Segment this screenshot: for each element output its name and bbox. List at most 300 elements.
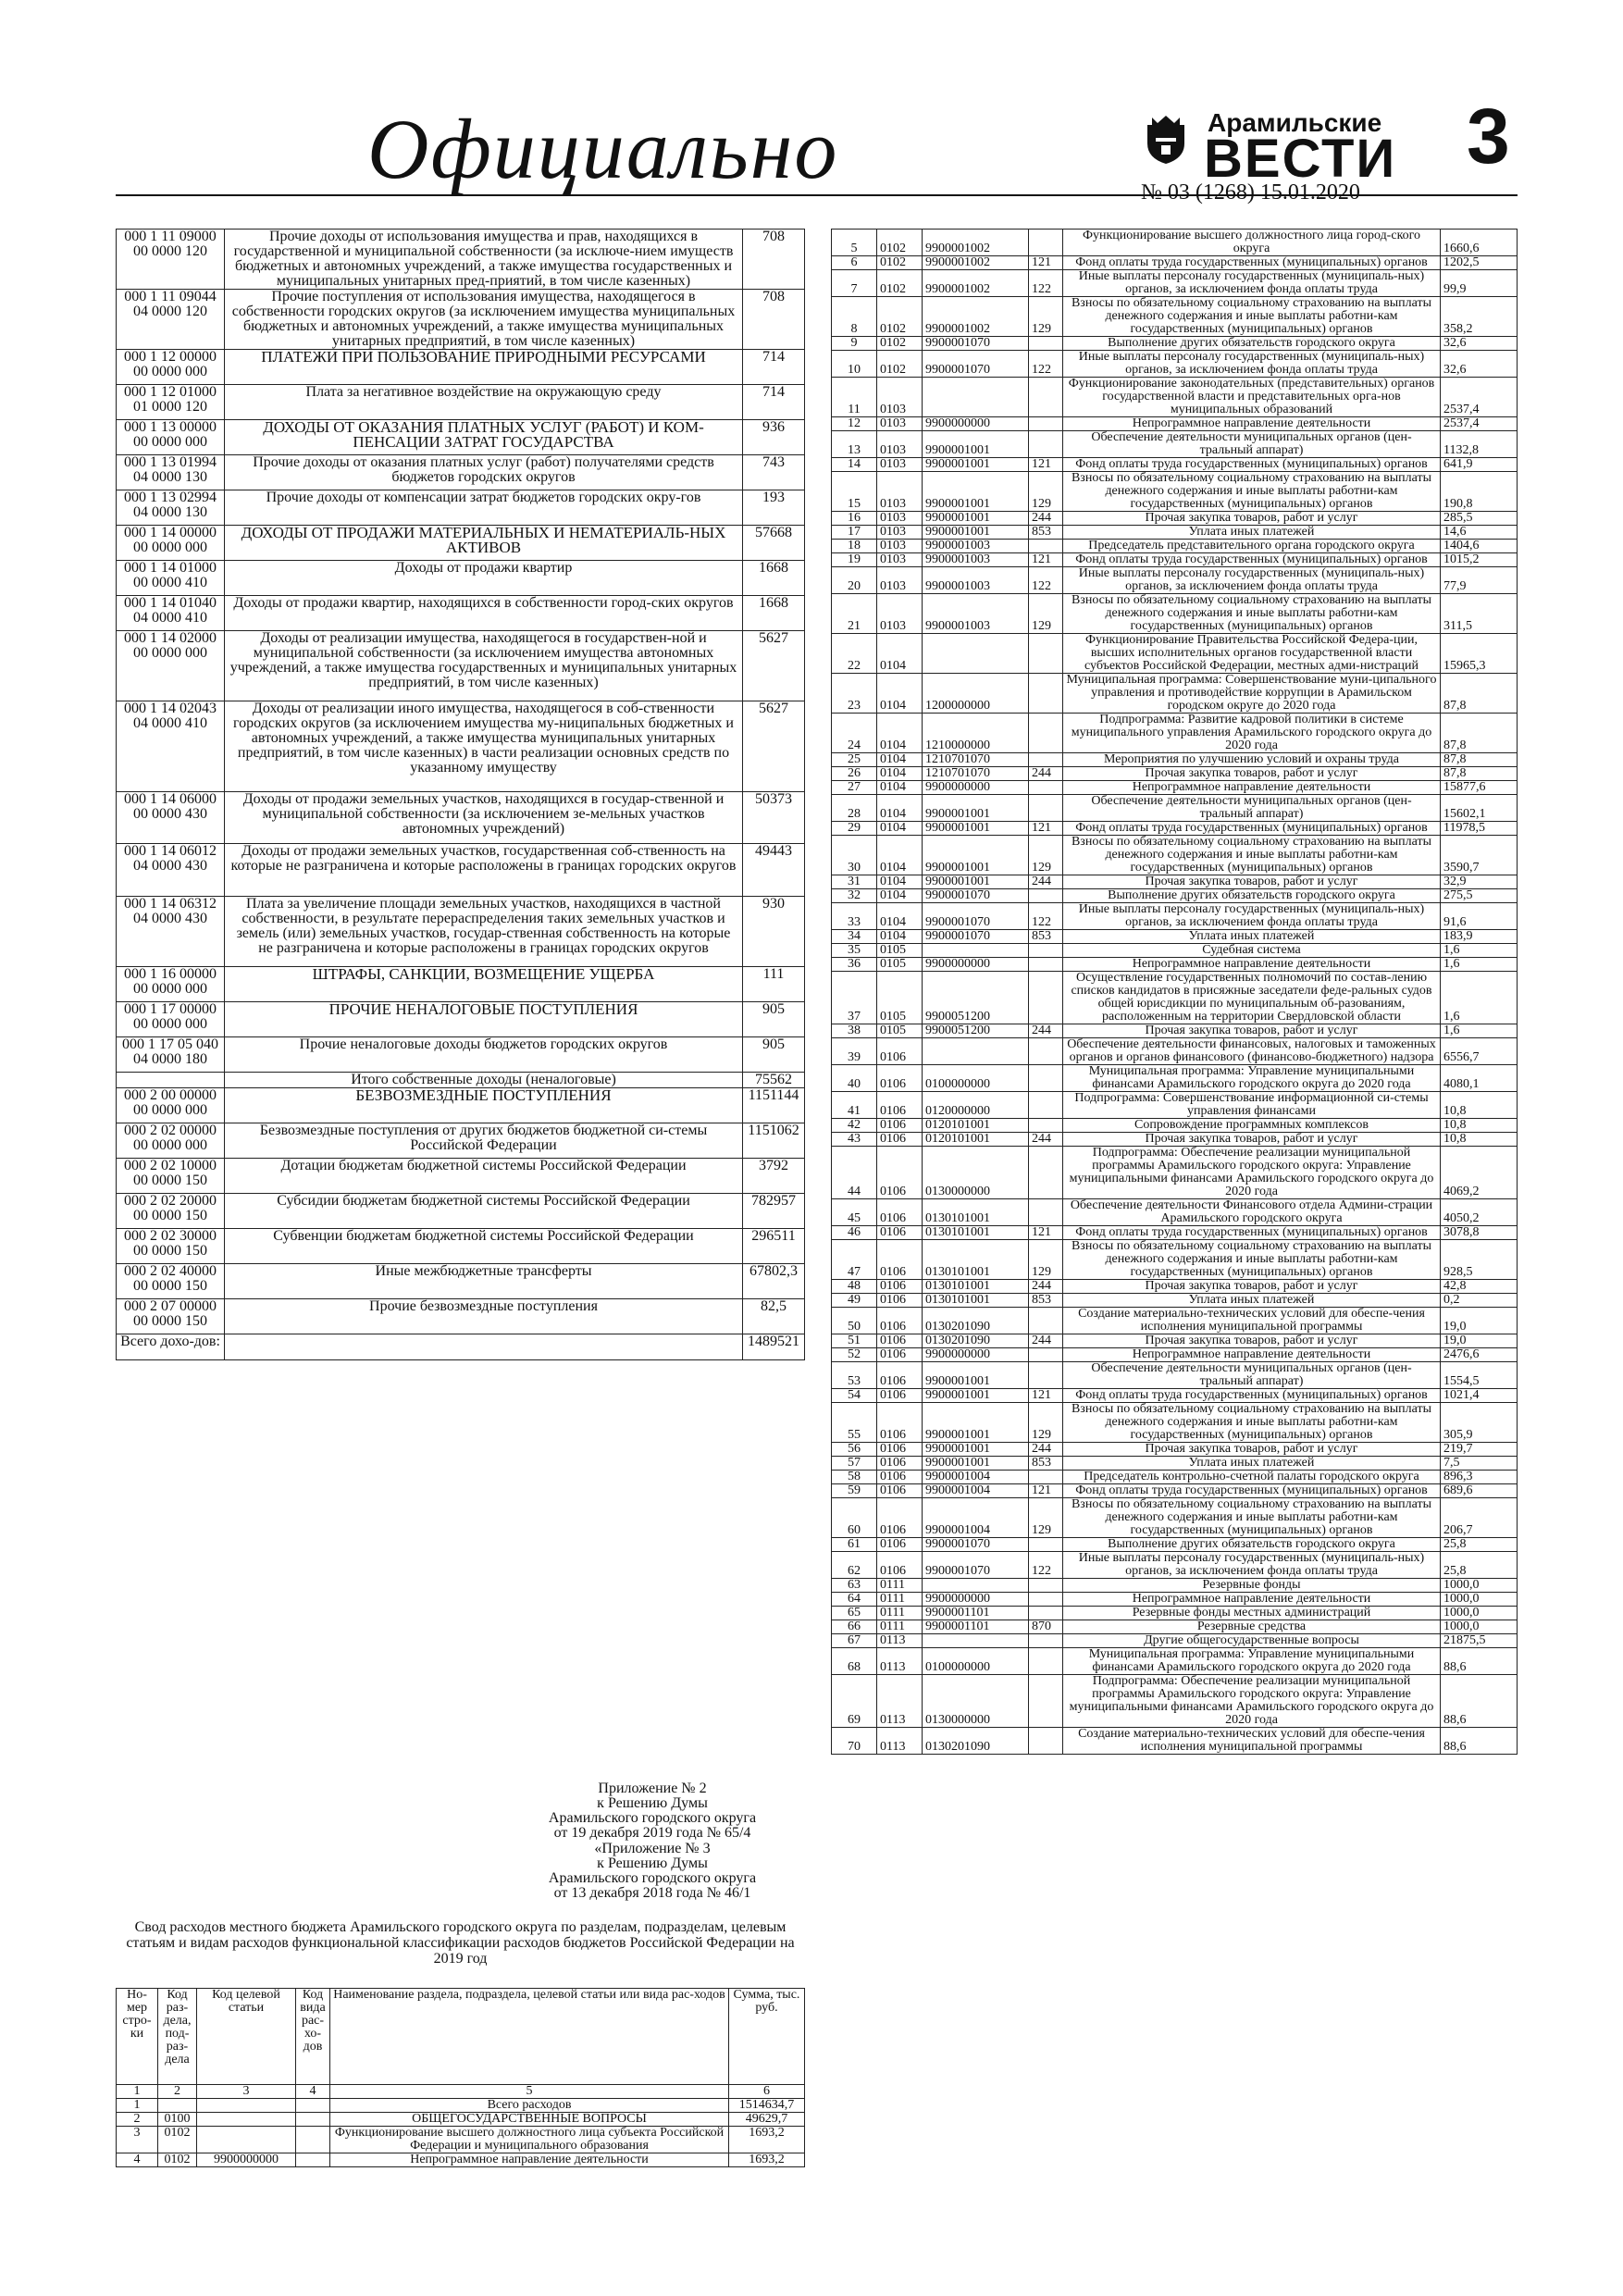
expense-row: [832, 1675, 1518, 1728]
revenue-name: Прочие поступления от использования имущества, находящегося в собственности городских округов (за исключением имущества муниципальных бюджетных и автономных учреждений, а также имущества муниципальных унитарных предприятий, в том числе казенных): [225, 290, 743, 350]
expense-name: Всего расходов: [330, 2099, 729, 2113]
revenue-row: [117, 1159, 805, 1194]
expense-sum: 1,6: [1441, 944, 1518, 958]
expense-name: Судебная система: [1063, 944, 1441, 958]
expense-sum: 3590,7: [1441, 836, 1518, 875]
expense-sum: 1554,5: [1441, 1362, 1518, 1389]
expense-row: [832, 1348, 1518, 1362]
expense-name: Взносы по обязательному социальному страхованию на выплаты денежного содержания и иные выплаты работни-кам государственных (муниципальных) органов: [1063, 472, 1441, 512]
section-code: 0106: [877, 1471, 923, 1484]
section-code: 0104: [877, 836, 923, 875]
target-code: 9900001003: [923, 553, 1029, 567]
expense-name: Обеспечение деятельности муниципальных органов (цен-тральный аппарат): [1063, 1362, 1441, 1389]
page-number: 3: [1467, 93, 1510, 180]
section-code: 0104: [877, 767, 923, 781]
section-code: 0102: [877, 337, 923, 351]
revenue-row: [117, 1229, 805, 1264]
revenue-name: Доходы от реализации иного имущества, находящегося в соб-ственности городских округов (за исключением имущества му-ниципальных бюджетных и автономных учреждений, а также имущества муниципальных унитарных предприятий, в том числе казенных) в части реализации основных средств по указанному имуществу: [225, 701, 743, 792]
expense-type-code: 122: [1029, 270, 1063, 297]
expense-row: [832, 1484, 1518, 1498]
expense-row: [832, 1226, 1518, 1240]
expense-type-code: 122: [1029, 903, 1063, 930]
expense-type-code: [1029, 378, 1063, 417]
target-code: 0130000000: [923, 1675, 1029, 1728]
section-code: 0106: [877, 1038, 923, 1065]
expense-sum: 928,5: [1441, 1240, 1518, 1280]
revenue-sum: 50373: [743, 792, 805, 844]
expense-name: Муниципальная программа: Совершенствование муни-ципального управления и противодействие коррупции в Арамильском городском округе до 2020 года: [1063, 674, 1441, 714]
row-number: 54: [832, 1389, 877, 1403]
expense-name: Функционирование Правительства Российской Федера-ции, высших исполнительных органов государственной власти субъектов Российской Федерации, местных адми-нистраций: [1063, 634, 1441, 674]
revenue-code: 000 1 13 02994 04 0000 130: [117, 490, 225, 526]
row-number: 20: [832, 567, 877, 594]
expenses-header-row: [117, 1989, 805, 2085]
revenue-row: [117, 455, 805, 490]
expense-sum: 689,6: [1441, 1484, 1518, 1498]
target-code: 9900001001: [923, 795, 1029, 822]
col-header-name: Наименование раздела, подраздела, целевой статьи или вида рас-ходов: [330, 1989, 729, 2085]
row-number: 26: [832, 767, 877, 781]
expense-name: Непрограммное направление деятельности: [1063, 781, 1441, 795]
section-code: 0105: [877, 972, 923, 1024]
expense-name: ОБЩЕГОСУДАРСТВЕННЫЕ ВОПРОСЫ: [330, 2113, 729, 2127]
expense-row: [832, 1648, 1518, 1675]
expense-row: [832, 1147, 1518, 1199]
expense-sum: 88,6: [1441, 1675, 1518, 1728]
section-code: 0106: [877, 1147, 923, 1199]
col-header-target: Код целевой статьи: [197, 1989, 296, 2085]
section-code: 0102: [877, 351, 923, 378]
target-code: 9900001001: [923, 1362, 1029, 1389]
expense-row: [832, 674, 1518, 714]
revenue-code: 000 2 02 00000 00 0000 000: [117, 1123, 225, 1159]
expense-type-code: [296, 2153, 330, 2167]
expense-sum: 1404,6: [1441, 540, 1518, 553]
expense-row: [832, 1240, 1518, 1280]
row-number: 44: [832, 1147, 877, 1199]
expenses-caption: Свод расходов местного бюджета Арамильского городского округа по разделам, подразделам, целевым статьям и видам расходов функциональной классификации расходов бюджетов Российской Федерации на 2019 год: [126, 1919, 795, 1967]
revenue-row: [117, 897, 805, 967]
section-code: 0102: [158, 2153, 197, 2167]
expense-sum: 3078,8: [1441, 1226, 1518, 1240]
target-code: 9900001001: [923, 875, 1029, 889]
expense-row: [832, 1538, 1518, 1552]
revenue-sum: 936: [743, 420, 805, 455]
row-number: 1: [117, 2099, 158, 2113]
brand-subtitle: Арамильские: [1208, 108, 1382, 137]
expense-name: Непрограммное направление деятельности: [1063, 417, 1441, 431]
expense-row: [832, 781, 1518, 795]
expense-sum: 358,2: [1441, 297, 1518, 337]
section-code: 0106: [877, 1133, 923, 1147]
col-header-row-number: Но-мер стро-ки: [117, 1989, 158, 2085]
row-number: 59: [832, 1484, 877, 1498]
expense-type-code: 129: [1029, 1403, 1063, 1443]
section-code: 0103: [877, 512, 923, 526]
expense-sum: 49629,7: [729, 2113, 805, 2127]
revenue-row: [117, 385, 805, 420]
expense-name: Обеспечение деятельности муниципальных органов (цен-тральный аппарат): [1063, 431, 1441, 458]
row-number: 40: [832, 1065, 877, 1092]
section-code: 0113: [877, 1648, 923, 1675]
target-code: 0130101001: [923, 1294, 1029, 1308]
section-code: 0104: [877, 714, 923, 753]
expense-name: Фонд оплаты труда государственных (муниципальных) органов: [1063, 1226, 1441, 1240]
expense-row: [832, 1620, 1518, 1634]
target-code: 9900001070: [923, 889, 1029, 903]
expense-sum: 305,9: [1441, 1403, 1518, 1443]
revenue-name: ПЛАТЕЖИ ПРИ ПОЛЬЗОВАНИЕ ПРИРОДНЫМИ РЕСУРСАМИ: [225, 350, 743, 385]
expense-type-code: [1029, 1119, 1063, 1133]
expense-type-code: 244: [1029, 1133, 1063, 1147]
expense-sum: 2537,4: [1441, 417, 1518, 431]
revenue-code: 000 1 13 01994 04 0000 130: [117, 455, 225, 490]
row-number: 36: [832, 958, 877, 972]
revenue-sum: 49443: [743, 844, 805, 897]
expense-sum: 6556,7: [1441, 1038, 1518, 1065]
row-number: 42: [832, 1119, 877, 1133]
expense-type-code: 121: [1029, 1484, 1063, 1498]
expense-row: [832, 714, 1518, 753]
section-code: 0111: [877, 1593, 923, 1607]
expense-sum: 10,8: [1441, 1092, 1518, 1119]
expense-type-code: 244: [1029, 875, 1063, 889]
revenue-sum: 193: [743, 490, 805, 526]
expense-type-code: [1029, 1038, 1063, 1065]
target-code: 9900000000: [923, 958, 1029, 972]
expense-row: [832, 378, 1518, 417]
revenue-code: 000 1 14 06000 00 0000 430: [117, 792, 225, 844]
row-number: 28: [832, 795, 877, 822]
revenue-code: 000 1 12 00000 00 0000 000: [117, 350, 225, 385]
target-code: 9900000000: [923, 781, 1029, 795]
expense-sum: 1,6: [1441, 972, 1518, 1024]
revenue-code: 000 2 02 10000 00 0000 150: [117, 1159, 225, 1194]
row-number: 45: [832, 1199, 877, 1226]
expense-row: [832, 1457, 1518, 1471]
expense-sum: 14,6: [1441, 526, 1518, 540]
col-number: 3: [197, 2085, 296, 2099]
revenue-code: 000 1 12 01000 01 0000 120: [117, 385, 225, 420]
expense-type-code: [1029, 958, 1063, 972]
expense-row: [832, 567, 1518, 594]
expense-row: [832, 1498, 1518, 1538]
expense-sum: 32,9: [1441, 875, 1518, 889]
row-number: 55: [832, 1403, 877, 1443]
section-code: 0103: [877, 594, 923, 634]
expense-sum: 32,6: [1441, 337, 1518, 351]
target-code: 9900001004: [923, 1484, 1029, 1498]
target-code: 0120101001: [923, 1133, 1029, 1147]
expense-type-code: [1029, 753, 1063, 767]
row-number: 16: [832, 512, 877, 526]
appendix-line: от 19 декабря 2019 года № 65/4: [553, 1825, 751, 1841]
section-code: 0103: [877, 472, 923, 512]
revenue-name: Доходы от продажи земельных участков, государственная соб-ственность на которые не разграничена и которые расположены в границах городских округов: [225, 844, 743, 897]
section-code: 0103: [877, 567, 923, 594]
row-number: 8: [832, 297, 877, 337]
row-number: 46: [832, 1226, 877, 1240]
expense-sum: 4050,2: [1441, 1199, 1518, 1226]
target-code: 1210701070: [923, 767, 1029, 781]
expense-row: [832, 472, 1518, 512]
expense-name: Функционирование высшего должностного лица город-ского округа: [1063, 230, 1441, 256]
row-number: 25: [832, 753, 877, 767]
expense-row: [832, 553, 1518, 567]
revenue-code: 000 1 14 02043 04 0000 410: [117, 701, 225, 792]
expense-type-code: 121: [1029, 822, 1063, 836]
expense-name: Функционирование законодательных (представительных) органов государственной власти и представительных орга-нов муниципальных образований: [1063, 378, 1441, 417]
row-number: 5: [832, 230, 877, 256]
target-code: 0130201090: [923, 1334, 1029, 1348]
appendix-line: от 13 декабря 2018 года № 46/1: [553, 1885, 751, 1901]
section-code: 0111: [877, 1607, 923, 1620]
revenue-name: Безвозмездные поступления от других бюджетов бюджетной си-стемы Российской Федерации: [225, 1123, 743, 1159]
section-code: 0106: [877, 1348, 923, 1362]
brand-title: ВЕСТИ: [1204, 129, 1397, 189]
revenue-name: Субсидии бюджетам бюджетной системы Российской Федерации: [225, 1194, 743, 1229]
expense-row: [832, 972, 1518, 1024]
appendix-line: к Решению Думы: [597, 1795, 708, 1811]
expense-sum: 183,9: [1441, 930, 1518, 944]
expense-sum: 32,6: [1441, 351, 1518, 378]
expense-sum: 285,5: [1441, 512, 1518, 526]
revenue-sum: 57668: [743, 526, 805, 561]
expense-name: Взносы по обязательному социальному страхованию на выплаты денежного содержания и иные выплаты работни-кам государственных (муниципальных) органов: [1063, 1240, 1441, 1280]
appendix-line: к Решению Думы: [597, 1855, 708, 1871]
expense-name: Создание материально-технических условий для обеспе-чения исполнения муниципальной программы: [1063, 1308, 1441, 1334]
expense-sum: 219,7: [1441, 1443, 1518, 1457]
expense-row: [832, 634, 1518, 674]
target-code: 9900001070: [923, 1538, 1029, 1552]
expense-name: Уплата иных платежей: [1063, 1457, 1441, 1471]
expense-row: [832, 889, 1518, 903]
section-code: 0103: [877, 553, 923, 567]
target-code: 9900001070: [923, 351, 1029, 378]
target-code: 0100000000: [923, 1648, 1029, 1675]
revenue-row: [117, 1002, 805, 1037]
expense-sum: 206,7: [1441, 1498, 1518, 1538]
expense-type-code: [1029, 337, 1063, 351]
revenue-name: ПРОЧИЕ НЕНАЛОГОВЫЕ ПОСТУПЛЕНИЯ: [225, 1002, 743, 1037]
target-code: 9900000000: [923, 417, 1029, 431]
revenue-name: БЕЗВОЗМЕЗДНЫЕ ПОСТУПЛЕНИЯ: [225, 1088, 743, 1123]
revenue-row: [117, 1088, 805, 1123]
revenue-table: [116, 229, 805, 1360]
expense-type-code: [1029, 781, 1063, 795]
target-code: 0130201090: [923, 1728, 1029, 1755]
appendix-line: Арамильского городского округа: [548, 1870, 757, 1886]
expense-name: Иные выплаты персоналу государственных (муниципаль-ных) органов, за исключением фонда оплаты труда: [1063, 270, 1441, 297]
expense-name: Выполнение других обязательств городского округа: [1063, 1538, 1441, 1552]
expense-row: [832, 753, 1518, 767]
expense-type-code: [1029, 1648, 1063, 1675]
revenue-row: [117, 526, 805, 561]
row-number: 66: [832, 1620, 877, 1634]
row-number: 15: [832, 472, 877, 512]
row-number: 63: [832, 1579, 877, 1593]
target-code: 9900001001: [923, 472, 1029, 512]
expense-name: Взносы по обязательному социальному страхованию на выплаты денежного содержания и иные выплаты работни-кам государственных (муниципальных) органов: [1063, 1403, 1441, 1443]
expense-row: [832, 1389, 1518, 1403]
appendix-line: «Приложение № 3: [594, 1841, 711, 1856]
expense-row: [832, 1334, 1518, 1348]
target-code: 9900001001: [923, 822, 1029, 836]
expense-type-code: [1029, 1538, 1063, 1552]
row-number: 11: [832, 378, 877, 417]
expense-name: Обеспечение деятельности финансовых, налоговых и таможенных органов и органов финансового (финансово-бюджетного) надзора: [1063, 1038, 1441, 1065]
expense-type-code: 129: [1029, 1240, 1063, 1280]
expense-row: [832, 958, 1518, 972]
target-code: 9900001003: [923, 567, 1029, 594]
revenue-sum: 5627: [743, 631, 805, 701]
target-code: [197, 2099, 296, 2113]
expense-row: [832, 337, 1518, 351]
row-number: 43: [832, 1133, 877, 1147]
expense-row: [832, 1579, 1518, 1593]
expense-name: Обеспечение деятельности Финансового отдела Админи-страции Арамильского городского округа: [1063, 1199, 1441, 1226]
expense-row: [832, 1443, 1518, 1457]
expense-name: Председатель контрольно-счетной палаты городского округа: [1063, 1471, 1441, 1484]
appendix-line: Арамильского городского округа: [548, 1810, 757, 1826]
expense-name: Фонд оплаты труда государственных (муниципальных) органов: [1063, 458, 1441, 472]
expense-row: [832, 230, 1518, 256]
expense-row: [117, 2153, 805, 2167]
expense-sum: 1,6: [1441, 958, 1518, 972]
revenue-code: 000 2 02 30000 00 0000 150: [117, 1229, 225, 1264]
revenue-name: [225, 1334, 743, 1360]
target-code: 1210701070: [923, 753, 1029, 767]
expense-name: Другие общегосударственные вопросы: [1063, 1634, 1441, 1648]
expense-type-code: [1029, 417, 1063, 431]
revenue-sum: 905: [743, 1002, 805, 1037]
expense-type-code: 121: [1029, 1226, 1063, 1240]
section-code: 0106: [877, 1240, 923, 1280]
expense-sum: 87,8: [1441, 767, 1518, 781]
expense-sum: 1,6: [1441, 1024, 1518, 1038]
expense-name: Подпрограмма: Обеспечение реализации муниципальной программы Арамильского городского округа: Управление муниципальными финансами Арамильского городского округа до 2020 года: [1063, 1147, 1441, 1199]
expense-name: Создание материально-технических условий для обеспе-чения исполнения муниципальной программы: [1063, 1728, 1441, 1755]
revenue-name: ШТРАФЫ, САНКЦИИ, ВОЗМЕЩЕНИЕ УЩЕРБА: [225, 967, 743, 1002]
expense-sum: 4069,2: [1441, 1147, 1518, 1199]
expense-row: [832, 1593, 1518, 1607]
col-number: 5: [330, 2085, 729, 2099]
row-number: 22: [832, 634, 877, 674]
expense-type-code: 244: [1029, 512, 1063, 526]
expense-sum: 88,6: [1441, 1728, 1518, 1755]
revenue-code: 000 1 11 09000 00 0000 120: [117, 230, 225, 290]
expense-type-code: [1029, 1065, 1063, 1092]
revenue-name: Плата за негативное воздействие на окружающую среду: [225, 385, 743, 420]
revenue-name: Плата за увеличение площади земельных участков, находящихся в частной собственности, в результате перераспределения таких земельных участков и земель (или) земельных участков, государ-ственная собственность на которые не разграничена и которые расположены в границах городских округов: [225, 897, 743, 967]
section-code: 0104: [877, 753, 923, 767]
expense-row: [832, 1362, 1518, 1389]
row-number: 27: [832, 781, 877, 795]
expense-name: Подпрограмма: Обеспечение реализации муниципальной программы Арамильского городского округа: Управление муниципальными финансами Арамильского городского округа до 2020 года: [1063, 1675, 1441, 1728]
section-code: 0102: [877, 270, 923, 297]
target-code: 9900001101: [923, 1620, 1029, 1634]
expense-row: [832, 1308, 1518, 1334]
row-number: 32: [832, 889, 877, 903]
expense-name: Непрограммное направление деятельности: [1063, 1348, 1441, 1362]
expense-name: Муниципальная программа: Управление муниципальными финансами Арамильского городского округа до 2020 года: [1063, 1648, 1441, 1675]
expense-type-code: [1029, 1348, 1063, 1362]
revenue-row: [117, 1334, 805, 1360]
expense-row: [832, 1728, 1518, 1755]
target-code: 9900000000: [923, 1348, 1029, 1362]
expense-type-code: [1029, 1147, 1063, 1199]
target-code: [923, 1634, 1029, 1648]
section-code: 0100: [158, 2113, 197, 2127]
row-number: 47: [832, 1240, 877, 1280]
col-header-type: Код вида рас-хо-дов: [296, 1989, 330, 2085]
expense-row: [832, 1634, 1518, 1648]
target-code: 9900001002: [923, 270, 1029, 297]
expense-row: [832, 944, 1518, 958]
expense-sum: 91,6: [1441, 903, 1518, 930]
target-code: 9900001001: [923, 458, 1029, 472]
expense-name: Обеспечение деятельности муниципальных органов (цен-тральный аппарат): [1063, 795, 1441, 822]
section-code: 0106: [877, 1119, 923, 1133]
expense-sum: 87,8: [1441, 674, 1518, 714]
revenue-name: Прочие безвозмездные поступления: [225, 1299, 743, 1334]
expense-sum: 1660,6: [1441, 230, 1518, 256]
revenue-row: [117, 1299, 805, 1334]
target-code: 9900001070: [923, 337, 1029, 351]
expense-row: [832, 270, 1518, 297]
row-number: 2: [117, 2113, 158, 2127]
section-code: 0106: [877, 1065, 923, 1092]
expense-sum: 311,5: [1441, 594, 1518, 634]
target-code: 0130101001: [923, 1226, 1029, 1240]
expense-row: [832, 540, 1518, 553]
revenue-name: Прочие доходы от использования имущества и прав, находящихся в государственной и муниципальной собственности (за исключе-нием имуществ бюджетных и автономных учреждений, а также имущества государственных и муниципальных унитарных пред-приятий, в том числе казенных): [225, 230, 743, 290]
row-number: 24: [832, 714, 877, 753]
section-code: 0111: [877, 1620, 923, 1634]
expense-name: Фонд оплаты труда государственных (муниципальных) органов: [1063, 1484, 1441, 1498]
expense-row: [832, 431, 1518, 458]
expense-sum: 15602,1: [1441, 795, 1518, 822]
section-code: 0104: [877, 795, 923, 822]
revenue-code: Всего дохо-дов:: [117, 1334, 225, 1360]
appendix-3-note: [500, 1842, 805, 1901]
target-code: [197, 2127, 296, 2153]
section-code: 0106: [877, 1457, 923, 1471]
expense-sum: 4080,1: [1441, 1065, 1518, 1092]
revenue-sum: 930: [743, 897, 805, 967]
expense-type-code: 853: [1029, 1294, 1063, 1308]
expense-sum: 11978,5: [1441, 822, 1518, 836]
expense-type-code: 121: [1029, 1389, 1063, 1403]
target-code: 0130201090: [923, 1308, 1029, 1334]
expense-row: [832, 512, 1518, 526]
expense-row: [832, 297, 1518, 337]
expense-type-code: 244: [1029, 1443, 1063, 1457]
expense-row: [832, 417, 1518, 431]
target-code: 9900001003: [923, 594, 1029, 634]
expense-name: Прочая закупка товаров, работ и услуг: [1063, 1334, 1441, 1348]
expense-sum: 2476,6: [1441, 1348, 1518, 1362]
section-code: 0103: [877, 540, 923, 553]
revenue-sum: 714: [743, 350, 805, 385]
section-code: 0106: [877, 1362, 923, 1389]
row-number: 38: [832, 1024, 877, 1038]
row-number: 17: [832, 526, 877, 540]
expense-name: Фонд оплаты труда государственных (муниципальных) органов: [1063, 553, 1441, 567]
section-code: 0111: [877, 1579, 923, 1593]
expense-name: Фонд оплаты труда государственных (муниципальных) органов: [1063, 822, 1441, 836]
section-code: 0103: [877, 526, 923, 540]
